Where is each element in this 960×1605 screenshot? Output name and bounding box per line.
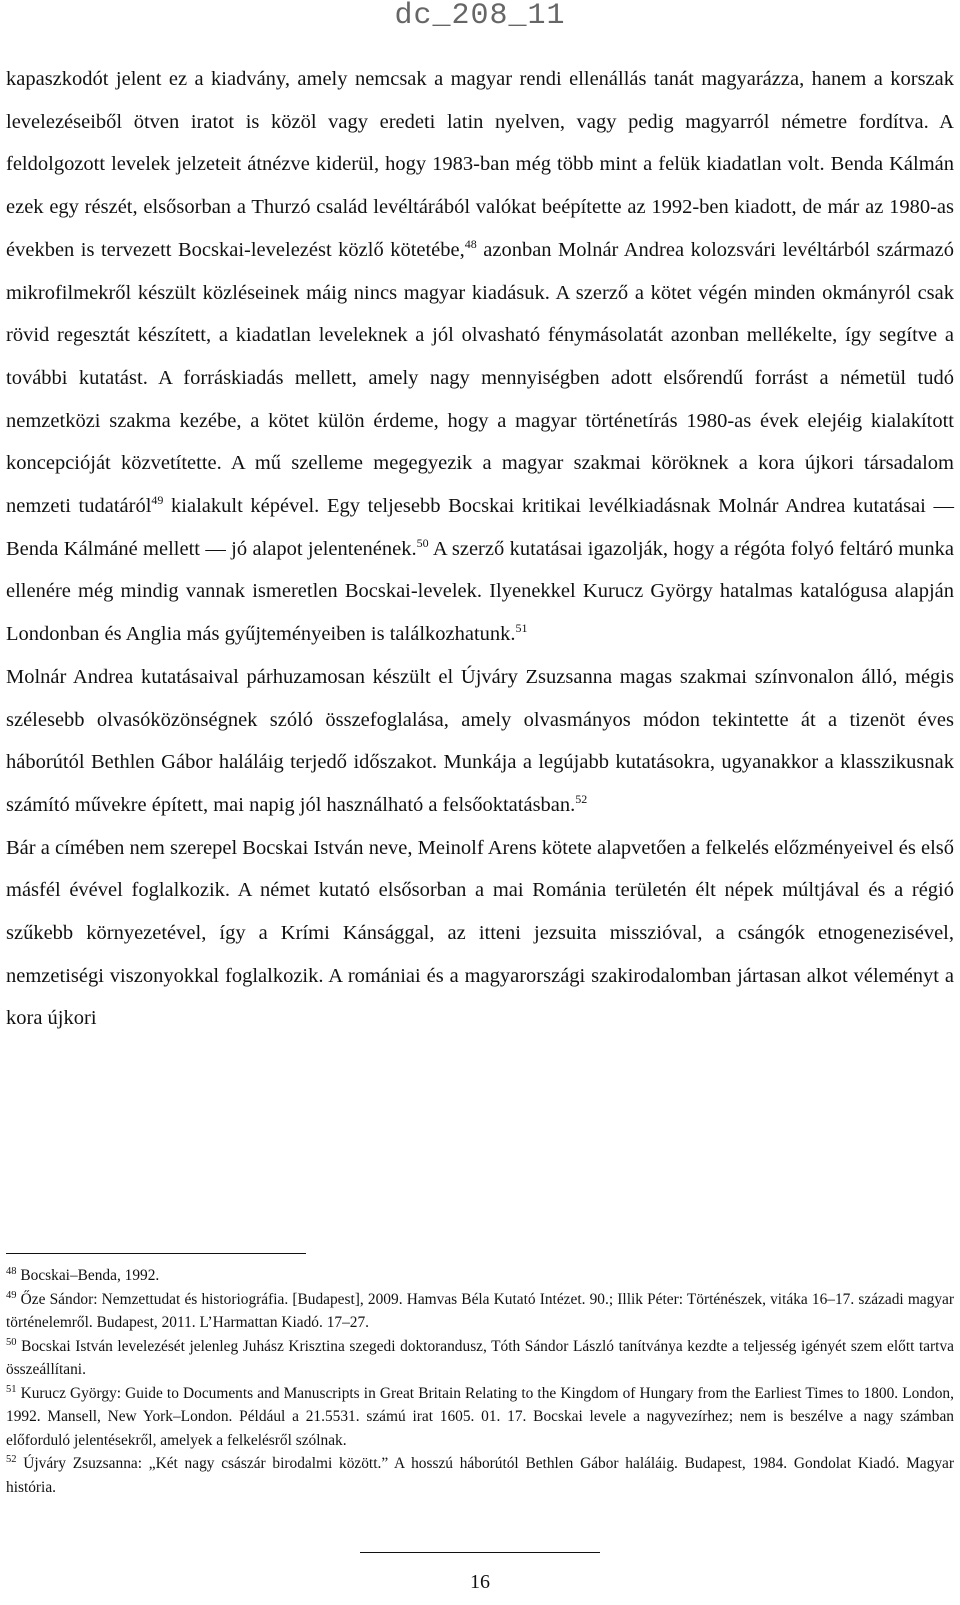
paragraph xyxy=(6,58,954,656)
main-body-text xyxy=(6,58,954,1040)
text-run: A szerző kutatásai igazolják, hogy a régóta folyó feltáró munka ellenére még mindig vannak ismeretlen Bocskai-levelek. Ilyenekkel Kurucz György hatalmas katalógusa alapján Londonban és Anglia más gyűjteményeiben is találkozhatunk. xyxy=(6,537,955,646)
footnote-item xyxy=(6,1382,954,1453)
footnote-number: 48 xyxy=(6,1266,17,1277)
paragraph xyxy=(6,827,954,1041)
footnote-text: Bocskai István levelezését jelenleg Juhász Krisztina szegedi doktorandusz, Tóth Sándor László tanítványa kezdte a teljesség igényét szem előtt tartva összeállítani. xyxy=(6,1337,954,1378)
text-run: azonban Molnár Andrea kolozsvári levéltárból származó mikrofilmekről készült közléseinek máig nincs magyar kiadásuk. A szerző a kötet végén minden okmányról csak rövid regesztát készített, a kiadatlan leveleknek a jól olvasható fénymásolatát azonban mellékelte, így segítve a további kutatást. A forráskiadás mellett, amely nagy mennyiségben adott elsőrendű forrást a németül tudó nemzetközi szakma kezébe, a kötet külön érdeme, hogy a magyar történetírás 1980-as évek elejéig kialakított koncepcióját közvetítette. A mű szelleme megegyezik a magyar szakmai köröknek a kora újkori társadalom nemzeti tudatáról xyxy=(6,238,954,518)
footnotes xyxy=(6,1264,954,1499)
page-number: 16 xyxy=(470,1571,490,1593)
footnote-number: 51 xyxy=(6,1383,17,1395)
text-run: Bár a címében nem szerepel Bocskai István neve, Meinolf Arens kötete alapvetően a felkelés előzményeivel és első másfél évével foglalkozik. A német kutató elsősorban a mai Románia területén élt népek múltjával és a régió szűkebb környezetével, így a Krími Kánsággal, az itteni jezsuita misszióval, a csángók etnogenezisével, nemzetiségi viszonyokkal foglalkozik. A romániai és a magyarországi szakirodalomban jártasan alkot véleményt a kora újkori xyxy=(6,836,954,1030)
document-id-header: dc_208_11 xyxy=(394,0,566,33)
footnote-ref[interactable]: 51 xyxy=(515,621,528,636)
footnote-item xyxy=(6,1288,954,1335)
text-run: kapaszkodót jelent ez a kiadvány, amely nemcsak a magyar rendi ellenállás tanát magyarázza, hanem a korszak levelezéseiből ötven iratot is közöl vagy eredeti latin nyelven, vagy pedig magyarról németre fordítva. A feldolgozott levelek jelzeteit átnézve kiderül, hogy 1983-ban még több mint a felük kiadatlan volt. Benda Kálmán ezek egy részét, elsősorban a Thurzó család levéltárából valókat beépítette az 1992-ben kiadott, de már az 1980-as években is tervezett Bocskai-levelezést közlő kötetébe, xyxy=(6,68,954,261)
footnote-ref[interactable]: 52 xyxy=(575,791,588,806)
footnote-ref[interactable]: 50 xyxy=(416,535,429,550)
paragraph xyxy=(6,656,954,827)
footnote-ref[interactable]: 49 xyxy=(151,493,164,508)
footnote-text: Kurucz György: Guide to Documents and Manuscripts in Great Britain Relating to the Kingdom of Hungary from the Earliest Times to 1800. London, 1992. Mansell, New York–London. Például a 21.5531. számú irat 1605. 01. 17. Bocskai levele a nagyvezírhez; nem is beszélve a nagy számban előforduló jelentésekről, amelyek a felkelésről szólnak. xyxy=(6,1384,954,1449)
footnote-text: Őze Sándor: Nemzettudat és historiográfia. [Budapest], 2009. Hamvas Béla Kutató Intézet. 90.; Illik Péter: Történészek, vitáka 16–17. századi magyar történelemről. Budapest, 2011. L’Harmattan Kiadó. 17–27. xyxy=(6,1290,954,1331)
footnote-ref[interactable]: 48 xyxy=(464,236,477,251)
footnote-text: Bocskai–Benda, 1992. xyxy=(20,1267,160,1284)
footnote-item xyxy=(6,1335,954,1382)
footnote-item xyxy=(6,1264,954,1288)
text-run: Molnár Andrea kutatásaival párhuzamosan készült el Újváry Zsuzsanna magas szakmai színvonalon álló, mégis szélesebb olvasóközönségnek szóló összefoglalása, amely olvasmányos módon tekintette át a tizenöt éves háborútól Bethlen Gábor haláláig terjedő időszakot. Munkája a legújabb kutatásokra, ugyanakkor a klasszikusnak számító művekre épített, mai napig jól használható a felsőoktatásban. xyxy=(6,665,954,816)
page-number-rule xyxy=(360,1552,600,1553)
footnote-number: 50 xyxy=(6,1336,17,1348)
footnote-number: 49 xyxy=(6,1289,17,1301)
footnote-separator xyxy=(6,1253,306,1254)
footnote-text: Újváry Zsuzsanna: „Két nagy császár birodalmi között.” A hosszú háborútól Bethlen Gábor haláláig. Budapest, 1984. Gondolat Kiadó. Magyar história. xyxy=(6,1455,954,1496)
footnote-item xyxy=(6,1452,954,1499)
footnote-number: 52 xyxy=(6,1454,17,1465)
text-run: kialakult képével. Egy teljesebb Bocskai kritikai levélkiadásnak Molnár Andrea kutatásai — Benda Kálmáné mellett — jó alapot jelentenének. xyxy=(6,495,955,560)
